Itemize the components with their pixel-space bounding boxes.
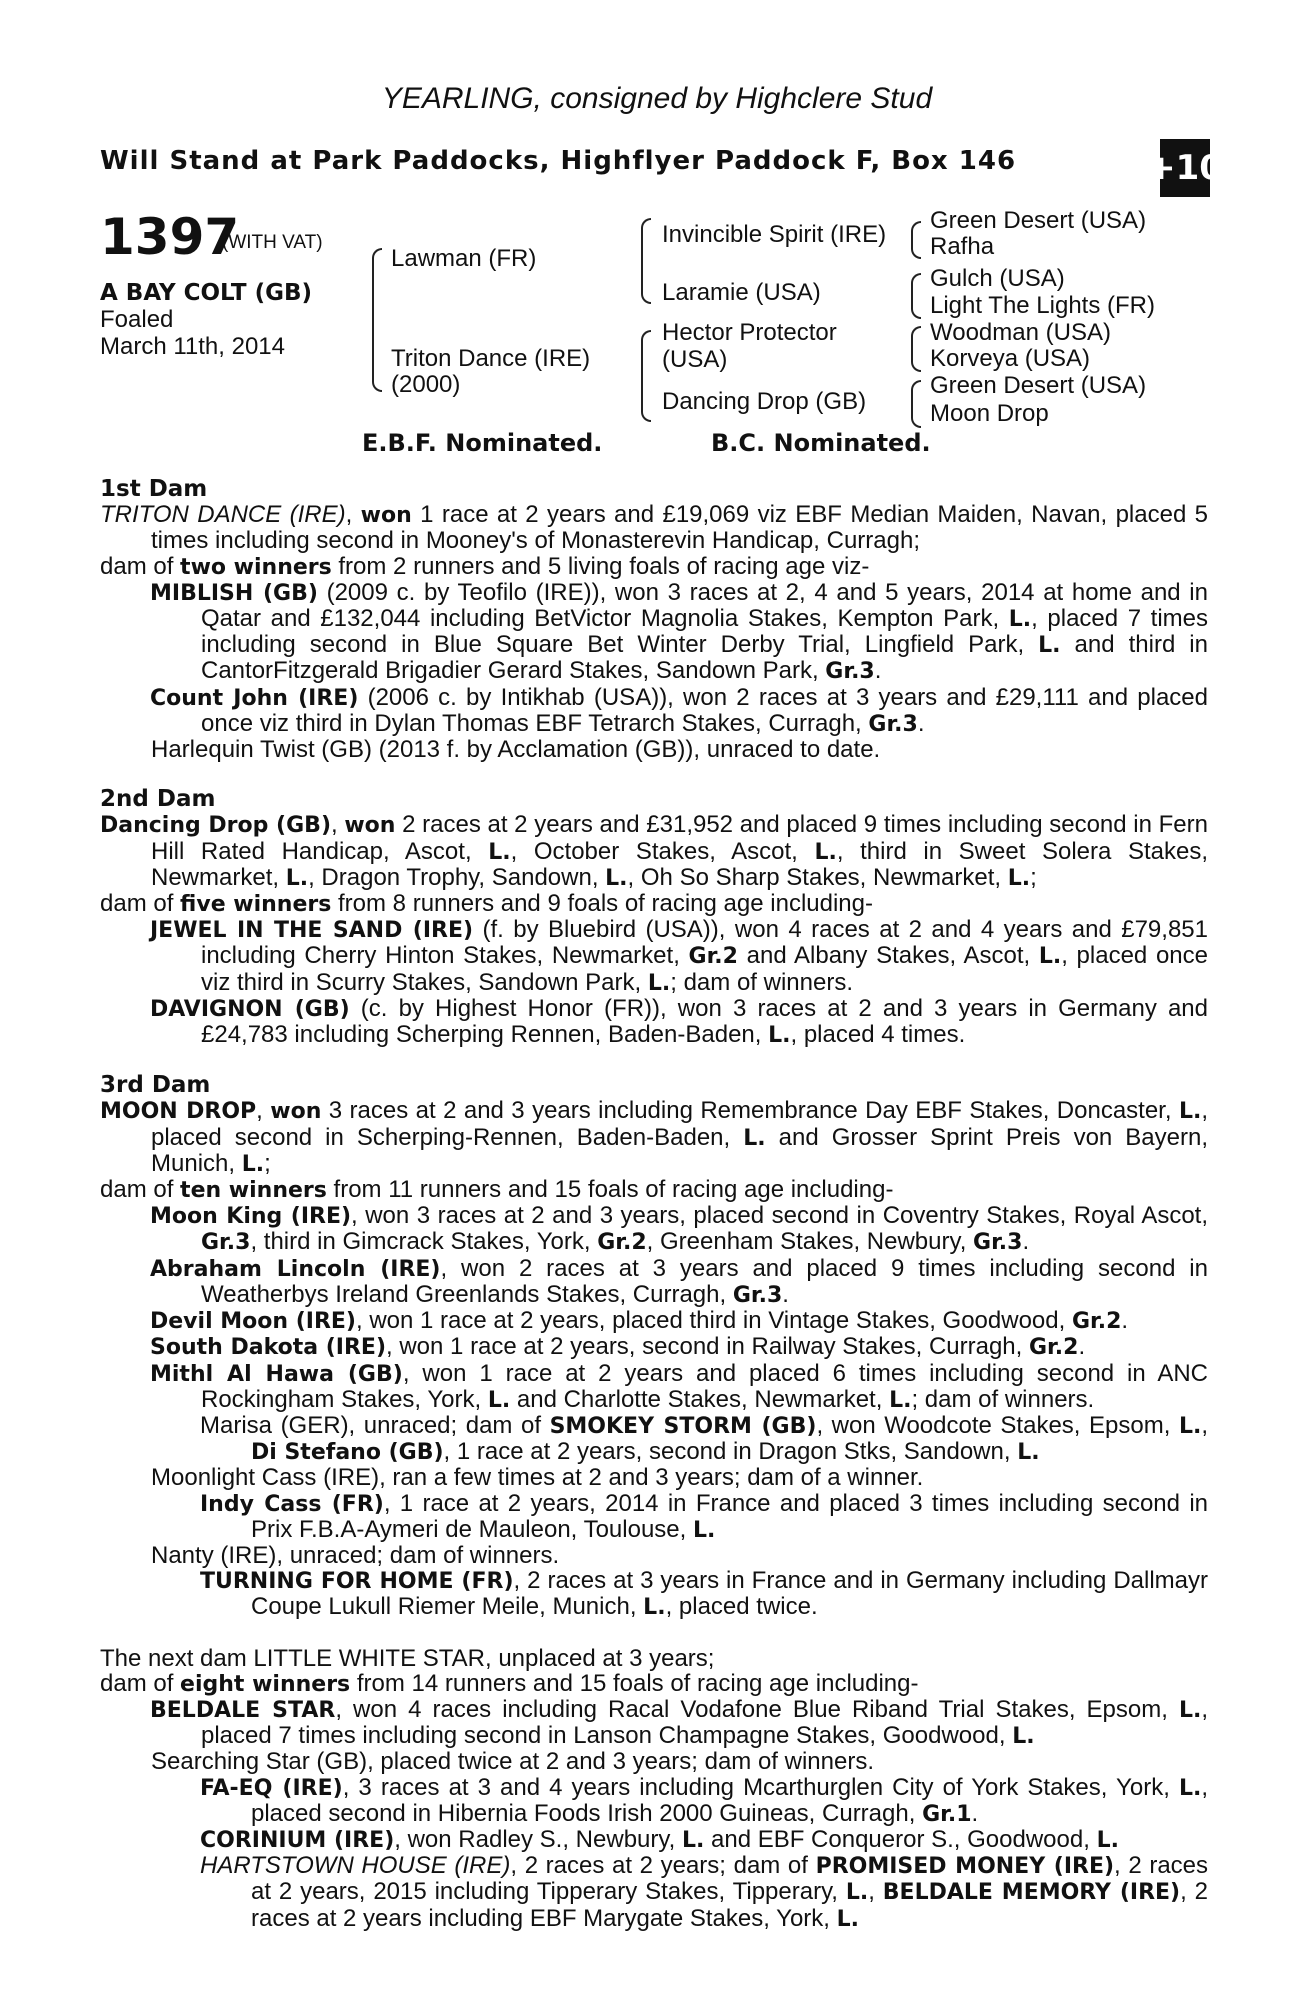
horse-name: Mithl Al Hawa (GB) <box>150 1361 403 1387</box>
produce-entry: MIBLISH (GB) (2009 c. by Teofilo (IRE)), won 3 races at 2, 4 and 5 years, 2014 at home and in Qatar and £132,044 including BetVictor Magnolia Stakes, Kempton Park, L., placed 7 times including second in Blue Square Bet Winter Derby Trial, Lingfield Park, L. and third in CantorFitzgerald Brigadier Gerard Stakes, Sandown Park, Gr.3. <box>150 578 1208 685</box>
produce-entry <box>100 996 1208 1048</box>
won-label: won <box>360 503 412 529</box>
third-dam-heading: 3rd Dam <box>100 1072 211 1099</box>
dam-name: Dancing Drop (GB) <box>100 813 331 839</box>
grade: L. <box>1012 1724 1035 1750</box>
horse-name: PROMISED MONEY (IRE) <box>815 1854 1115 1880</box>
grade: Gr.3 <box>825 659 875 685</box>
horse-name: CORINIUM (IRE) <box>200 1827 395 1853</box>
entry-text: (c. by Highest Honor (FR)), won 3 races at 2 and 3 years in Germany and £24,783 including Scherping Rennen, Baden-Baden, <box>201 994 1209 1049</box>
horse-name: BELDALE STAR <box>150 1697 336 1723</box>
produce-entry: Searching Star (GB), placed twice at 2 and 3 years; dam of winners. <box>151 1748 875 1776</box>
horse-name: Di Stefano (GB) <box>251 1440 444 1466</box>
produce-entry: Harlequin Twist (GB) (2013 f. by Acclamation (GB)), unraced to date. <box>151 736 881 764</box>
horse-name: South Dakota (IRE) <box>150 1335 387 1361</box>
entry-text: , <box>1201 1411 1209 1439</box>
horse-name: HARTSTOWN HOUSE (IRE) <box>200 1852 511 1880</box>
produce-entry: Moonlight Cass (IRE), ran a few times at 2 and 3 years; dam of a winner. <box>151 1464 924 1492</box>
horse-name: MIBLISH (GB) <box>150 580 318 606</box>
entry-text: , 2 races at 2 years including EBF Marygate Stakes, York, <box>251 1878 1208 1932</box>
grade: L. <box>1007 865 1031 891</box>
grade: L. <box>1178 1697 1202 1723</box>
lot-number: 1397 <box>100 208 240 266</box>
horse-name: DAVIGNON (GB) <box>150 996 350 1022</box>
next-dam-record: The next dam LITTLE WHITE STAR, unplaced at 3 years; <box>100 1644 715 1672</box>
record-text: , Dragon Trophy, Sandown, <box>308 863 606 891</box>
entry-text: , won Radley S., Newbury, <box>394 1825 682 1853</box>
produce-entry <box>100 1853 1208 1932</box>
sire-parents-brace <box>641 218 651 304</box>
grade: L. <box>605 865 628 891</box>
entry-text: , <box>868 1878 883 1906</box>
entry-text: , won 1 race at 2 years, second in Railway Stakes, Curragh, <box>386 1333 1029 1361</box>
entry-text: , 1 race at 2 years, 2014 in France and placed 3 times including second in Prix F.B.A-Aymeri de Mauleon, Toulouse, <box>251 1489 1208 1543</box>
grade: Gr.3 <box>868 711 918 737</box>
entry-text: (f. by Bluebird (USA)), won 4 races at 2 and 4 years and £79,851 including Cherry Hinton Stakes, Newmarket, <box>201 916 1208 970</box>
produce-entry <box>100 1491 1208 1543</box>
entry-text: , Greenham Stakes, Newbury, <box>646 1228 974 1256</box>
dam-sire: Hector Protector <box>662 319 837 346</box>
produce-text: from 14 runners and 15 foals of racing age including- <box>350 1669 919 1697</box>
entry-text: , placed 7 times including second in Blue Square Bet Winter Derby Trial, Lingfield Park, <box>201 605 1208 659</box>
produce-text: from 11 runners and 15 foals of racing age including- <box>326 1176 894 1204</box>
grade: Gr.3 <box>201 1230 251 1256</box>
produce-entry: FA-EQ (IRE), 3 races at 3 and 4 years including Mcarthurglen City of York Stakes, York, L., placed second in Hibernia Foods Irish 2000 Guineas, Curragh, Gr.1. <box>200 1773 1208 1827</box>
sire-dam-brace <box>372 248 382 392</box>
record-text: 3 races at 2 and 3 years including Remembrance Day EBF Stakes, Doncaster, <box>321 1097 1179 1125</box>
entry-text: , 2 races at 2 years; dam of <box>510 1852 816 1880</box>
grade: L. <box>1038 944 1062 970</box>
grade: L. <box>743 1125 766 1151</box>
grade: L. <box>889 1387 912 1413</box>
entry-text: , placed once viz third in Scurry Stakes, Sandown Park, <box>201 942 1208 996</box>
entry-text: , placed second in Hibernia Foods Irish 2000 Guineas, Curragh, <box>251 1773 1208 1827</box>
sdd: Light The Lights (FR) <box>930 292 1155 319</box>
produce-entry: Abraham Lincoln (IRE), won 2 races at 3 years and placed 9 times including second in Weatherbys Ireland Greenlands Stakes, Curragh, Gr.3. <box>150 1254 1208 1308</box>
produce-entry: Moon King (IRE), won 3 races at 2 and 3 years, placed second in Coventry Stakes, Royal Ascot, Gr.3, third in Gimcrack Stakes, York, Gr.2, Greenham Stakes, Newbury, Gr.3. <box>150 1202 1209 1256</box>
record-text: and Grosser Sprint Preis von Bayern, Munich, <box>151 1123 1209 1177</box>
record-text: , third in Sweet Solera Stakes, Newmarket, <box>151 837 1208 891</box>
brace-2 <box>911 273 921 319</box>
grade: Gr.2 <box>1071 1309 1122 1335</box>
produce-text: from 8 runners and 9 foals of racing age including- <box>331 890 873 918</box>
grade: L. <box>1178 1413 1202 1439</box>
record-text: , October Stakes, Ascot, <box>510 837 815 865</box>
third-dam-produce <box>100 1177 1208 1203</box>
produce-entry <box>100 917 1208 996</box>
brace-4 <box>911 380 921 428</box>
produce-entry <box>100 1568 1208 1620</box>
record-text: , Oh So Sharp Stakes, Newmarket, <box>627 863 1008 891</box>
entry-text: , won 2 races at 3 years and placed 9 times including second in Weatherbys Ireland Greenlands Stakes, Curragh, <box>201 1254 1208 1308</box>
dam-name: TRITON DANCE (IRE) <box>100 501 346 529</box>
entry-text: and Charlotte Stakes, Newmarket, <box>510 1385 890 1413</box>
dam-of: dam of <box>100 890 181 918</box>
grade: L. <box>845 1880 869 1906</box>
produce-entry: Count John (IRE) (2006 c. by Intikhab (USA)), won 2 races at 3 years and £29,111 and placed once viz third in Dylan Thomas EBF Tetrarch Stakes, Curragh, Gr.3. <box>150 683 1208 737</box>
ssd: Rafha <box>930 233 995 260</box>
entry-text: , 2 races at 2 years, 2015 including Tipperary Stakes, Tipperary, <box>251 1852 1209 1906</box>
grade: L. <box>692 1517 716 1543</box>
sire-sire: Invincible Spirit (IRE) <box>662 221 887 248</box>
entry-text: , won 4 races including Racal Vodafone Blue Riband Trial Stakes, Epsom, <box>335 1695 1179 1723</box>
grade: L. <box>1008 607 1032 633</box>
dam-sire-country: (USA) <box>662 346 728 373</box>
produce-entry: Nanty (IRE), unraced; dam of winners. <box>151 1541 560 1569</box>
entry-text: , won 1 race at 2 years, placed third in Vintage Stakes, Goodwood, <box>355 1307 1072 1335</box>
horse-name: Devil Moon (IRE) <box>150 1309 356 1335</box>
won-label: won <box>344 813 396 839</box>
record-text: 1 race at 2 years and £19,069 viz EBF Median Maiden, Navan, placed 5 times including second in Mooney's of Monasterevin Handicap, Curragh; <box>151 501 1209 555</box>
dam-year: (2000) <box>391 371 461 398</box>
won-label: won <box>270 1099 322 1125</box>
entry-text: , won 1 race at 2 years and placed 6 times including second in ANC Rockingham Stakes, York, <box>201 1359 1208 1413</box>
produce-text: from 2 runners and 5 living foals of racing age viz- <box>331 552 870 580</box>
grade: Gr.2 <box>1029 1335 1079 1361</box>
dam-of: dam of <box>100 552 181 580</box>
winners-count: five winners <box>180 892 332 918</box>
grade: L. <box>814 839 837 865</box>
ddd: Moon Drop <box>930 400 1049 427</box>
lot-badge: +10 <box>1160 139 1210 197</box>
dss: Woodman (USA) <box>930 319 1111 346</box>
grade: L. <box>643 1595 666 1621</box>
entry-text: and EBF Conqueror S., Goodwood, <box>704 1825 1097 1853</box>
produce-entry: South Dakota (IRE), won 1 race at 2 years, second in Railway Stakes, Curragh, Gr.2. <box>150 1333 1086 1361</box>
dam-parents-brace <box>641 330 651 422</box>
entry-text: , 2 races at 3 years in France and in Germany including Dallmayr Coupe Lukull Riemer Meile, Munich, <box>251 1567 1208 1621</box>
horse-name: Count John (IRE) <box>150 685 359 711</box>
ebf-nominated: E.B.F. Nominated. <box>362 429 603 457</box>
first-dam-heading: 1st Dam <box>100 476 208 502</box>
entry-text: and Albany Stakes, Ascot, <box>737 942 1039 970</box>
stand-location: Will Stand at Park Paddocks, Highflyer Paddock F, Box 146 <box>100 146 1017 176</box>
sss: Green Desert (USA) <box>930 207 1147 234</box>
dam: Triton Dance (IRE) <box>391 345 591 372</box>
grade: L. <box>488 839 511 865</box>
sds: Gulch (USA) <box>930 265 1065 292</box>
dam-dam: Dancing Drop (GB) <box>662 388 867 415</box>
dam-of: dam of <box>100 1176 181 1204</box>
entry-text: and third in CantorFitzgerald Brigadier Gerard Stakes, Sandown Park, <box>201 631 1208 685</box>
first-dam-produce <box>100 554 1208 580</box>
produce-entry: Devil Moon (IRE), won 1 race at 2 years, placed third in Vintage Stakes, Goodwood, Gr.2. <box>150 1307 1129 1335</box>
grade: L. <box>681 1827 705 1853</box>
horse-name: Indy Cass (FR) <box>200 1491 384 1517</box>
second-dam-heading: 2nd Dam <box>100 786 216 813</box>
winners-count: two winners <box>180 554 332 580</box>
entry-text: ; dam of winners. <box>911 1385 1095 1413</box>
record-text: , placed second in Scherping-Rennen, Baden-Baden, <box>151 1097 1208 1151</box>
grade: L. <box>1096 1827 1119 1853</box>
entry-text: , won Woodcote Stakes, Epsom, <box>816 1411 1179 1439</box>
entry-text: Marisa (GER), unraced; dam of <box>200 1411 550 1439</box>
entry-text: , won 3 races at 2 and 3 years, placed second in Coventry Stakes, Royal Ascot, <box>351 1202 1209 1230</box>
bc-nominated: B.C. Nominated. <box>711 429 931 457</box>
catalogue-body <box>100 477 1208 1932</box>
grade: L. <box>1178 1099 1202 1125</box>
produce-entry <box>100 1361 1208 1413</box>
grade: Gr.3 <box>732 1282 783 1308</box>
record-text: 2 races at 2 years and £31,952 and placed 9 times including second in Fern Hill Rated Handicap, Ascot, <box>151 811 1208 865</box>
entry-text: , placed 4 times. <box>790 1021 966 1049</box>
horse-name: JEWEL IN THE SAND (IRE) <box>150 918 474 944</box>
grade: Gr.2 <box>597 1230 647 1256</box>
colt-name: A BAY COLT (GB) <box>100 280 313 306</box>
horse-name: Abraham Lincoln (IRE) <box>150 1256 441 1282</box>
produce-entry <box>100 1697 1208 1749</box>
dsd: Korveya (USA) <box>930 345 1091 372</box>
grade: Gr.2 <box>688 944 738 970</box>
dds: Green Desert (USA) <box>930 372 1147 399</box>
first-dam-record: TRITON DANCE (IRE), won 1 race at 2 years and £19,069 viz EBF Median Maiden, Navan, placed 5 times including second in Mooney's of Monasterevin Handicap, Curragh; <box>100 501 1209 555</box>
entry-text: , 1 race at 2 years, second in Dragon Stks, Sandown, <box>443 1438 1018 1466</box>
grade: L. <box>241 1151 265 1177</box>
grade: L. <box>768 1023 791 1049</box>
entry-text: ; dam of winners. <box>670 968 853 996</box>
entry-text: (2009 c. by Teofilo (IRE)), won 3 races at 2, 4 and 5 years, 2014 at home and in Qatar and £132,044 including BetVictor Magnolia Stakes, Kempton Park, <box>201 578 1208 633</box>
third-dam-record: MOON DROP, won 3 races at 2 and 3 years including Remembrance Day EBF Stakes, Doncaster, L., placed second in Scherping-Rennen, Baden-Baden, L. and Grosser Sprint Preis von Bayern, Munich, L.; <box>100 1097 1209 1177</box>
produce-entry <box>100 1827 1208 1853</box>
produce-entry <box>100 1413 1208 1465</box>
brace-1 <box>911 221 921 259</box>
horse-name: BELDALE MEMORY (IRE) <box>882 1880 1181 1906</box>
sire-dam: Laramie (USA) <box>662 279 821 306</box>
grade: L. <box>1017 1440 1040 1466</box>
grade: Gr.1 <box>922 1801 972 1827</box>
dam-of: dam of <box>100 1669 181 1697</box>
entry-text: , 3 races at 3 and 4 years including Mcarthurglen City of York Stakes, York, <box>342 1773 1179 1801</box>
horse-name: TURNING FOR HOME (FR) <box>200 1569 514 1595</box>
grade: L. <box>487 1387 511 1413</box>
winners-count: ten winners <box>180 1178 327 1204</box>
sire: Lawman (FR) <box>391 245 537 272</box>
brace-3 <box>911 326 921 372</box>
winners-count: eight winners <box>180 1671 351 1697</box>
horse-name: Moon King (IRE) <box>150 1204 352 1230</box>
horse-name: FA-EQ (IRE) <box>200 1775 343 1801</box>
horse-name: SMOKEY STORM (GB) <box>549 1413 817 1439</box>
second-dam-produce <box>100 891 1208 917</box>
dam-name: MOON DROP <box>100 1099 257 1125</box>
grade: L. <box>647 970 671 996</box>
grade: L. <box>1178 1775 1202 1801</box>
entry-text: , placed 7 times including second in Lanson Champagne Stakes, Goodwood, <box>201 1695 1209 1750</box>
grade: L. <box>1038 633 1061 659</box>
entry-text: (2006 c. by Intikhab (USA)), won 2 races at 3 years and £29,111 and placed once viz third in Dylan Thomas EBF Tetrarch Stakes, Curragh, <box>201 683 1208 737</box>
grade: Gr.3 <box>973 1230 1023 1256</box>
foaled-label: Foaled <box>100 306 174 333</box>
entry-text: , placed twice. <box>665 1593 818 1621</box>
second-dam-record: Dancing Drop (GB), won 2 races at 2 years and £31,952 and placed 9 times including second in Fern Hill Rated Handicap, Ascot, L., October Stakes, Ascot, L., third in Sweet Solera Stakes, Newmarket, L., Dragon Trophy, Sandown, L., Oh So Sharp Stakes, Newmarket, L.; <box>100 811 1208 891</box>
next-dam-produce <box>100 1671 1208 1697</box>
grade: L. <box>285 865 309 891</box>
entry-text: , third in Gimcrack Stakes, York, <box>250 1228 598 1256</box>
foaled-date: March 11th, 2014 <box>100 333 286 360</box>
grade: L. <box>836 1906 860 1932</box>
vat-note: (WITH VAT) <box>222 232 323 253</box>
consigned-heading: YEARLING, consigned by Highclere Stud <box>381 82 933 115</box>
